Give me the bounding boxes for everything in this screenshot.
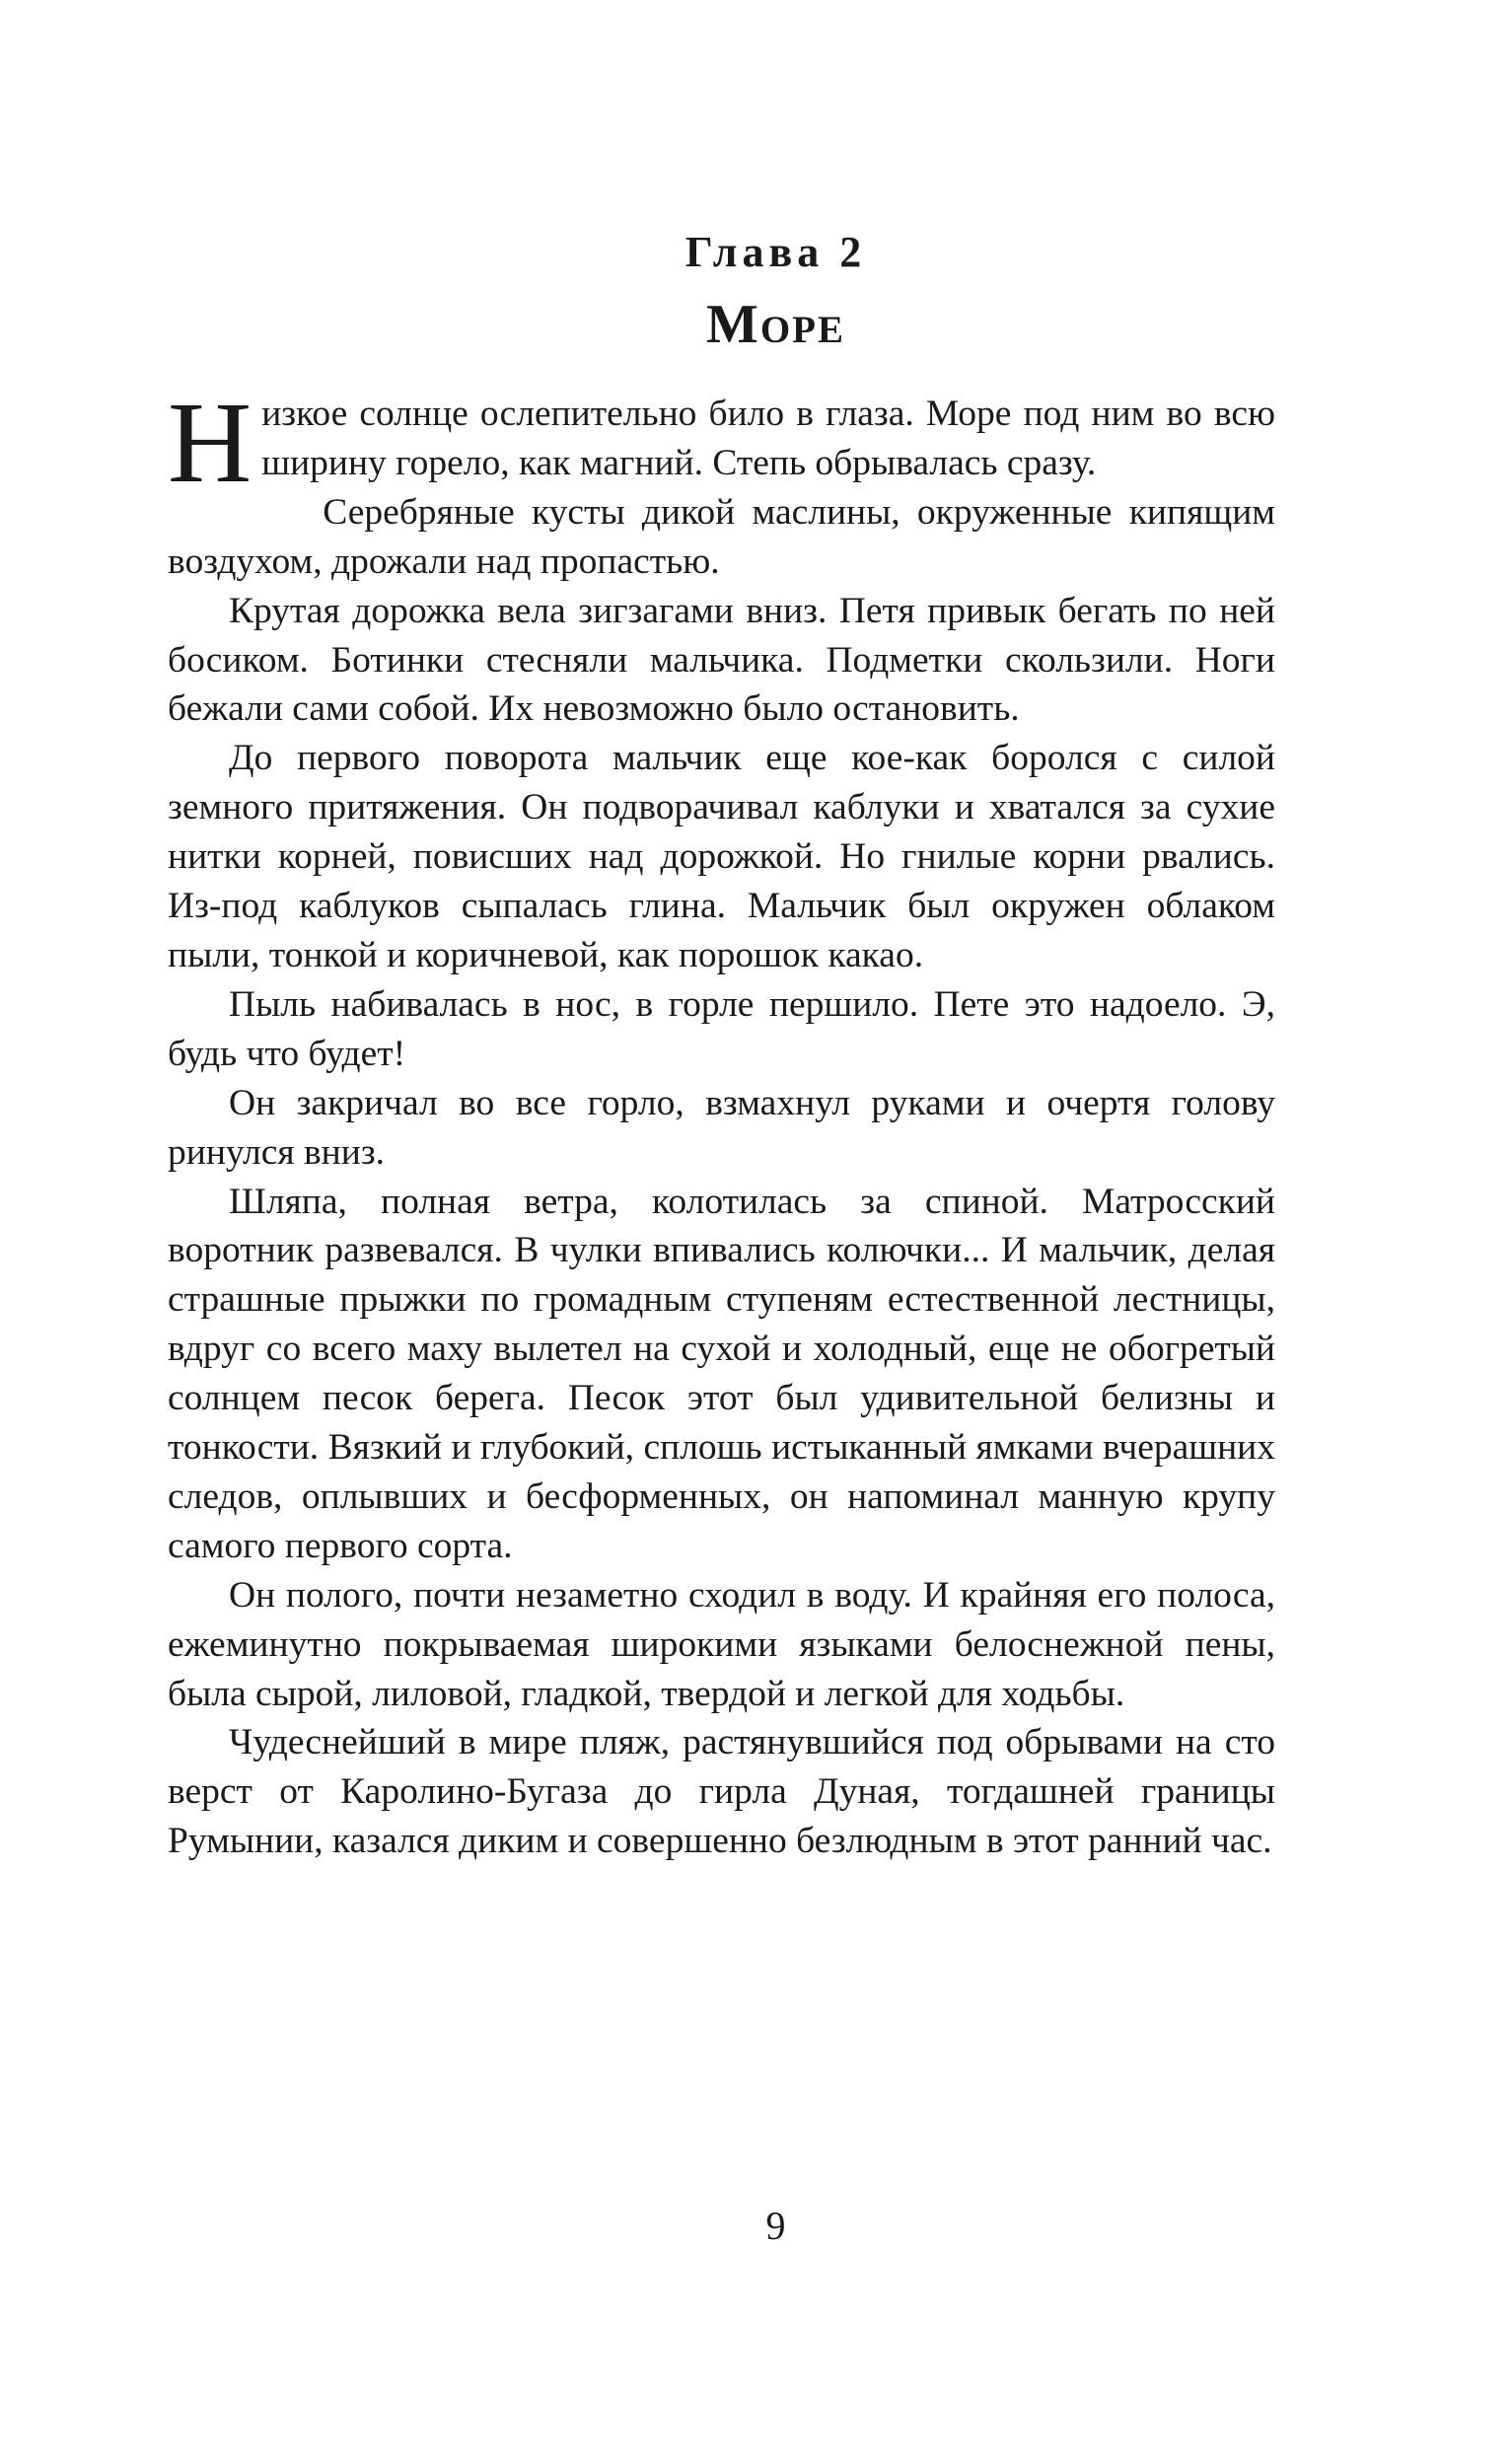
chapter-title: Море (705, 294, 846, 355)
paragraph: Он закричал во все горло, взмахнул руками и очертя голову ринулся вниз. (168, 1082, 1275, 1173)
paragraph: Шляпа, полная ветра, колотилась за спиной. Матросский воротник развевался. В чулки впивались колючки... И мальчик, делая страшные прыжки по громадным ступеням естественной лестницы, вдруг со всего маху вылетел на сухой и холодный, еще не обогретый солнцем песок берега. Песок этот был удивительной белизны и тонкости. Вязкий и глубокий, сплошь истыканный ямками вчерашних следов, оплывших и бесформенных, он напоминал манную крупу самого первого сорта. (168, 1181, 1275, 1566)
paragraph-text: изкое солнце ослепительно било в глаза. Море под ним во всю ширину горело, как магний. Степь обрывалась сразу. (261, 394, 1275, 483)
paragraph: Пыль набивалась в нос, в горле першило. Пете это надоело. Э, будь что будет! (168, 983, 1275, 1074)
paragraph: До первого поворота мальчик еще кое-как боролся с силой земного притяжения. Он подворачивал каблуки и хватался за сухие нитки корней, повисших над дорожкой. Но гнилые корни рвались. Из-под каблуков сыпалась глина. Мальчик был окружен облаком пыли, тонкой и коричневой, как порошок какао. (168, 738, 1275, 975)
paragraph (168, 378, 1275, 507)
paragraph: Крутая дорожка вела зигзагами вниз. Петя привык бегать по ней босиком. Ботинки стесняли мальчика. Подметки скользили. Ноги бежали сами собой. Их невозможно было остановить. (168, 590, 1275, 730)
chapter-text (168, 378, 1275, 1866)
paragraph: Он полого, почти незаметно сходил в воду. И крайняя его полоса, ежеминутно покрываемая широкими языками белоснежной пены, была сырой, лиловой, гладкой, твердой и легкой для ходьбы. (168, 1574, 1275, 1714)
paragraph: Серебряные кусты дикой маслины, окруженные кипящим воздухом, дрожали над пропастью. (168, 491, 1275, 582)
chapter-label: Глава 2 (684, 228, 867, 276)
page-number: 9 (765, 2203, 786, 2248)
drop-cap: Н (168, 378, 252, 507)
paragraph: Чудеснейший в мире пляж, растянувшийся под обрывами на сто верст от Каролино-Бугаза до гирла Дуная, тогдашней границы Румынии, казался диким и совершенно безлюдным в этот ранний час. (168, 1722, 1275, 1862)
